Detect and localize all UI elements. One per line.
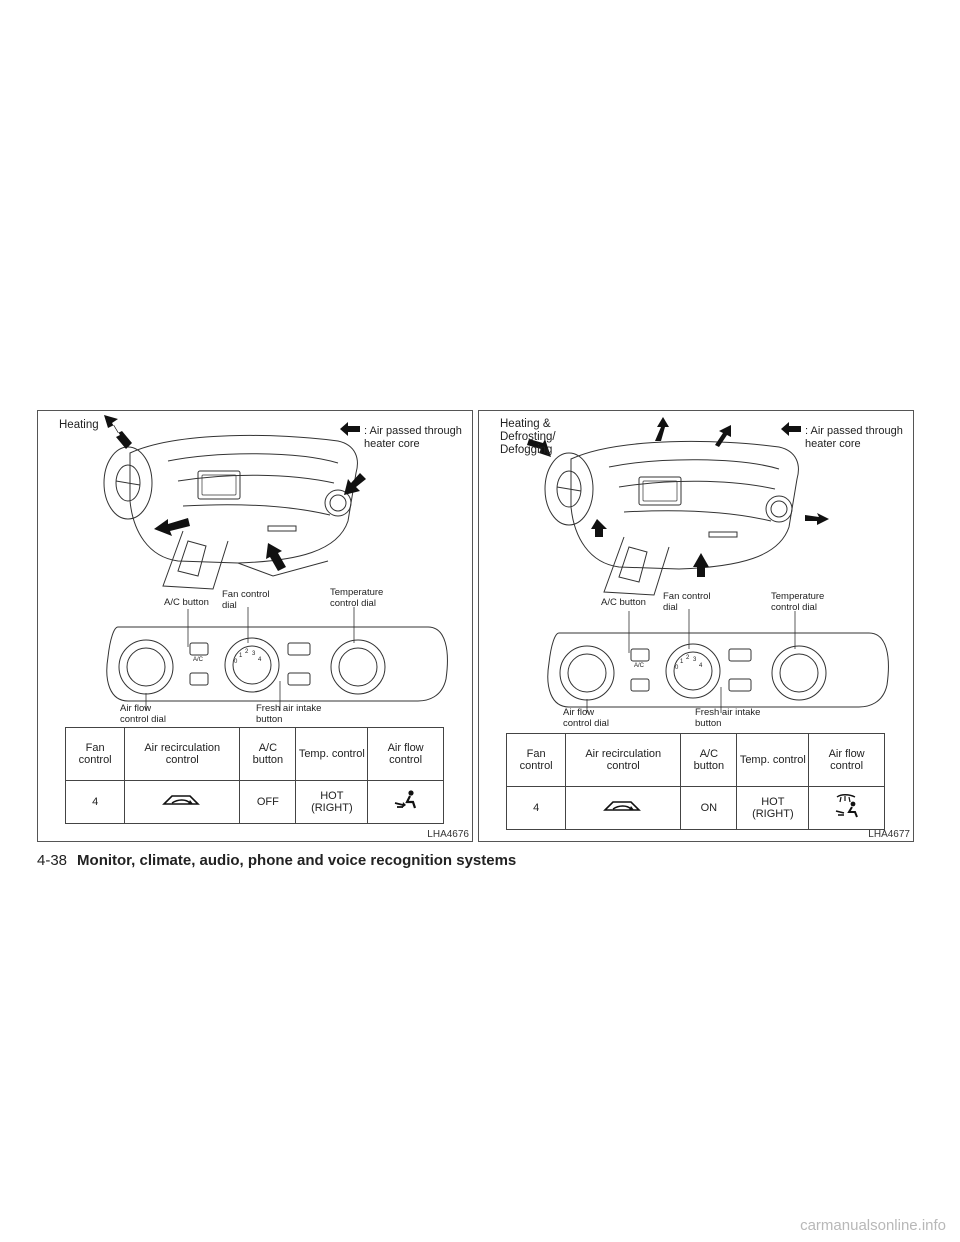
figure-code: LHA4677 [868, 829, 910, 840]
ac-panel-text: A/C [193, 657, 204, 663]
air-legend [805, 425, 903, 451]
header-temp-control: Temp. control [296, 728, 368, 781]
mode-title: Heating [59, 419, 99, 431]
foot-airflow-icon [393, 789, 419, 811]
ac-button-label: A/C button [601, 597, 646, 608]
fan-mark-2: 2 [245, 649, 249, 655]
fan-mark-3: 3 [693, 657, 697, 663]
temp-value: HOT (RIGHT) [737, 787, 809, 830]
fan-mark-3: 3 [252, 651, 256, 657]
heating-defrosting-diagram-panel [478, 410, 914, 842]
ac-value: OFF [240, 781, 296, 824]
fan-value: 4 [66, 781, 125, 824]
temperature-control-dial-label: Temperature control dial [330, 587, 384, 609]
fan-mark-4: 4 [258, 657, 262, 663]
header-air-flow-control: Air flow control [368, 728, 444, 781]
fresh-air-intake-button-label: Fresh air intake button [695, 707, 761, 729]
watermark: carmanualsonline.info [800, 1217, 946, 1234]
air-flow-control-dial-label: Air flow control dial [563, 707, 609, 729]
recirculation-cell [125, 781, 240, 824]
ac-button-label: A/C button [164, 597, 209, 608]
airflow-cell [809, 787, 885, 830]
fan-mark-0: 0 [675, 665, 679, 671]
fan-mark-1: 1 [239, 653, 243, 659]
fan-control-dial-label: Fan control dial [222, 589, 270, 611]
settings-table [506, 733, 885, 830]
figure-code: LHA4676 [427, 829, 469, 840]
header-ac-button: A/C button [681, 734, 737, 787]
header-air-recirculation: Air recirculation control [566, 734, 681, 787]
legend-text: : Air passed through heater core [805, 425, 903, 450]
ac-panel-text: A/C [634, 663, 645, 669]
settings-table [65, 727, 444, 824]
fan-mark-1: 1 [680, 659, 684, 665]
header-fan-control: Fan control [507, 734, 566, 787]
fan-mark-0: 0 [234, 659, 238, 665]
fan-mark-2: 2 [686, 655, 690, 661]
airflow-cell [368, 781, 444, 824]
recirculation-cell [566, 787, 681, 830]
ac-value: ON [681, 787, 737, 830]
fresh-air-intake-button-label: Fresh air intake button [256, 703, 322, 725]
legend-text: : Air passed through heater core [364, 425, 462, 450]
section-title: Monitor, climate, audio, phone and voice recognition systems [77, 852, 517, 869]
mode-title: Heating & Defrosting/ Defogging [500, 418, 556, 456]
fan-mark-4: 4 [699, 663, 703, 669]
air-flow-control-dial-label: Air flow control dial [120, 703, 166, 725]
fan-control-dial-label: Fan control dial [663, 591, 711, 613]
fan-value: 4 [507, 787, 566, 830]
header-air-recirculation: Air recirculation control [125, 728, 240, 781]
header-temp-control: Temp. control [737, 734, 809, 787]
recirculation-icon [601, 796, 645, 816]
heating-diagram-panel [37, 410, 473, 842]
temp-value: HOT (RIGHT) [296, 781, 368, 824]
header-fan-control: Fan control [66, 728, 125, 781]
header-ac-button: A/C button [240, 728, 296, 781]
page-footer [37, 852, 516, 869]
temperature-control-dial-label: Temperature control dial [771, 591, 825, 613]
air-legend [364, 425, 462, 451]
header-air-flow-control: Air flow control [809, 734, 885, 787]
page-number: 4-38 [37, 852, 68, 869]
recirculation-icon [160, 790, 204, 810]
defrost-foot-airflow-icon [833, 794, 861, 818]
